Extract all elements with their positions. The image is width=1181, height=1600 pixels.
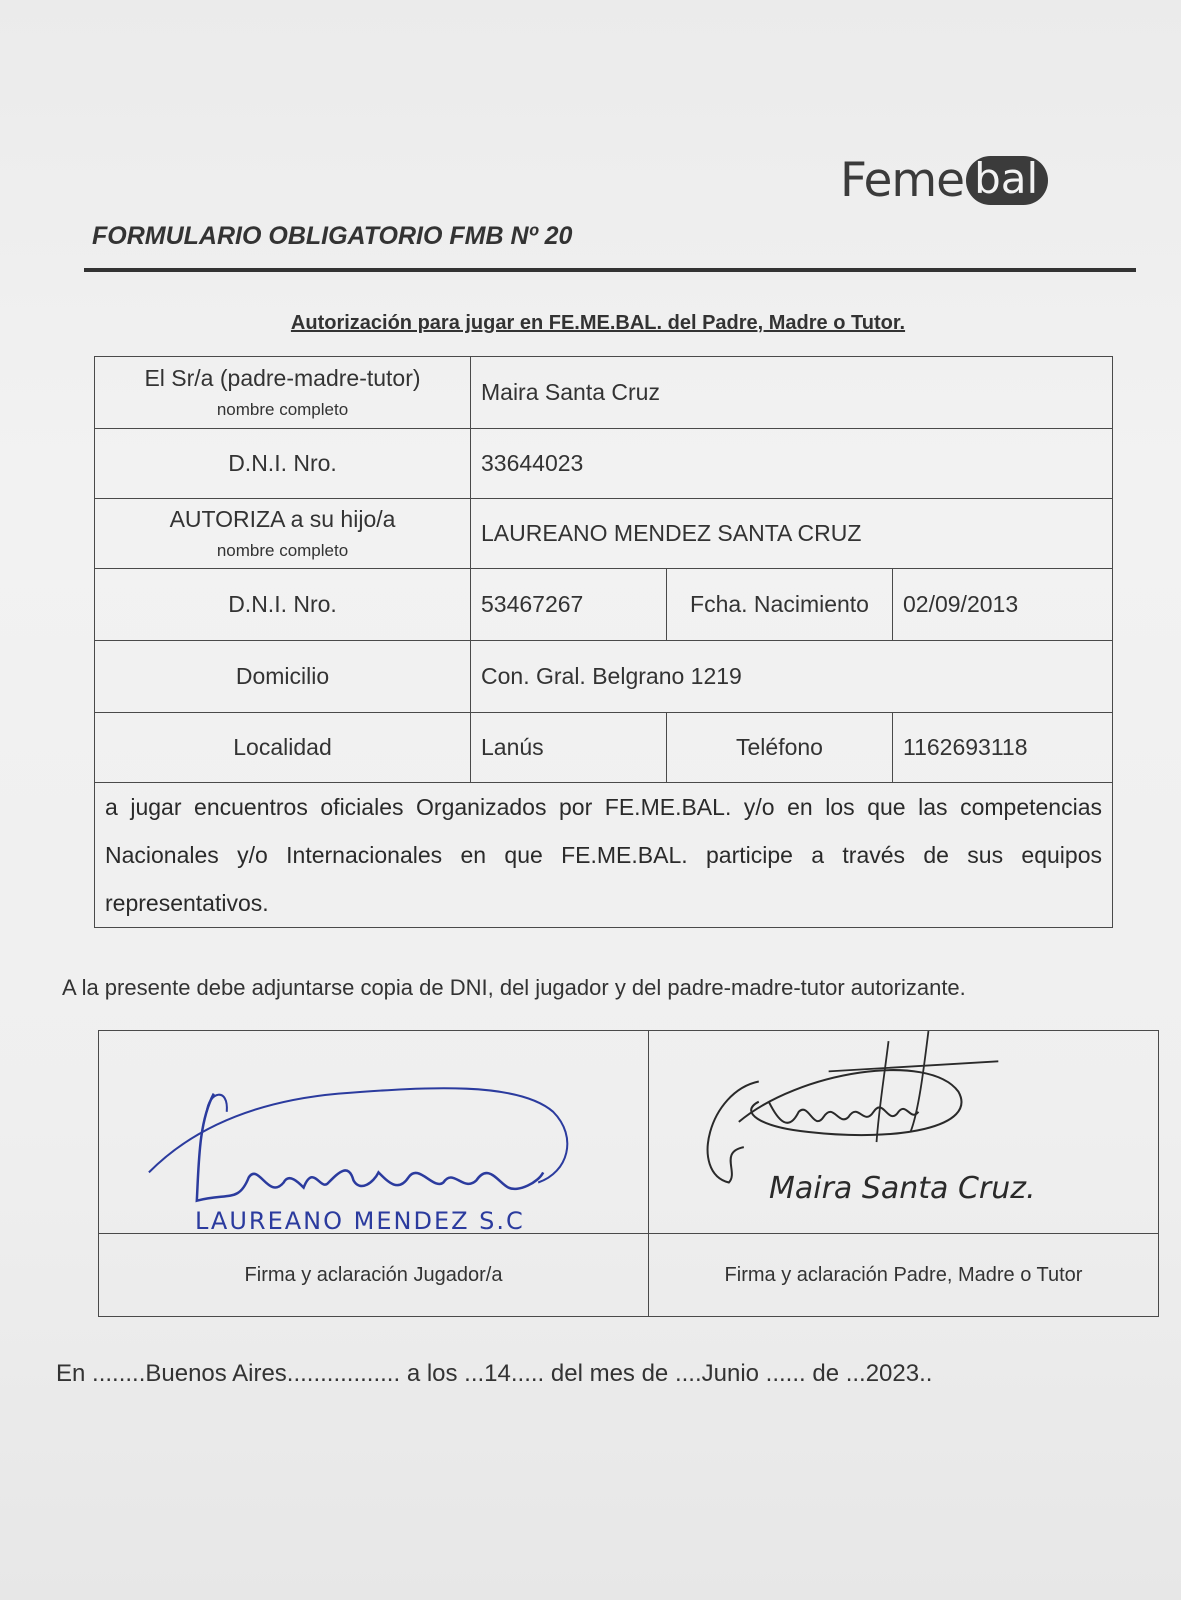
label-parent-dni: D.N.I. Nro. bbox=[95, 429, 471, 499]
table-row bbox=[95, 499, 1113, 569]
player-signature bbox=[99, 1031, 648, 1233]
value-birth-date: 02/09/2013 bbox=[893, 569, 1113, 641]
table-row bbox=[95, 357, 1113, 429]
value-child-name: LAUREANO MENDEZ SANTA CRUZ bbox=[471, 499, 1113, 569]
value-locality: Lanús bbox=[471, 713, 667, 783]
table-row bbox=[95, 713, 1113, 783]
signature-table bbox=[98, 1030, 1159, 1317]
attachment-note: A la presente debe adjuntarse copia de DNI, del jugador y del padre-madre-tutor autorizante. bbox=[62, 975, 966, 1000]
value-parent-name: Maira Santa Cruz bbox=[471, 357, 1113, 429]
label-locality: Localidad bbox=[95, 713, 471, 783]
parent-signature-area bbox=[649, 1031, 1159, 1234]
label-child-name bbox=[95, 499, 471, 569]
table-row bbox=[95, 641, 1113, 713]
authorization-table bbox=[94, 356, 1113, 928]
label-address: Domicilio bbox=[95, 641, 471, 713]
table-row bbox=[95, 783, 1113, 928]
value-parent-dni: 33644023 bbox=[471, 429, 1113, 499]
place-date-line: En ........Buenos Aires................. a los ...14..... del mes de ....Junio ...... de ...2023.. bbox=[56, 1360, 933, 1387]
label-subtext: nombre completo bbox=[216, 400, 349, 419]
label-phone: Teléfono bbox=[667, 713, 893, 783]
table-row bbox=[95, 429, 1113, 499]
table-row bbox=[95, 569, 1113, 641]
value-child-dni: 53467267 bbox=[471, 569, 667, 641]
logo-pill: bal bbox=[966, 156, 1048, 205]
label-text: AUTORIZA a su hijo/a bbox=[169, 506, 396, 532]
value-phone: 1162693118 bbox=[893, 713, 1113, 783]
player-signature-area bbox=[99, 1031, 649, 1234]
authorization-paragraph: a jugar encuentros oficiales Organizados por FE.ME.BAL. y/o en los que las competencias Nacionales y/o Internacionales en que FE.ME.BAL. participe a través de sus equipos representativos. bbox=[95, 783, 1113, 928]
logo-text: Feme bbox=[840, 152, 965, 208]
femebal-logo bbox=[840, 150, 1048, 210]
player-handwritten-name: LAUREANO MENDEZ S.C bbox=[195, 1207, 525, 1235]
label-text: El Sr/a (padre-madre-tutor) bbox=[144, 365, 421, 391]
form-title: FORMULARIO OBLIGATORIO FMB Nº 20 bbox=[92, 222, 573, 250]
value-address: Con. Gral. Belgrano 1219 bbox=[471, 641, 1113, 713]
label-parent-name bbox=[95, 357, 471, 429]
parent-signature-caption: Firma y aclaración Padre, Madre o Tutor bbox=[649, 1234, 1159, 1317]
form-subtitle: Autorización para jugar en FE.ME.BAL. del Padre, Madre o Tutor. bbox=[290, 312, 906, 334]
player-signature-caption: Firma y aclaración Jugador/a bbox=[99, 1234, 649, 1317]
parent-handwritten-name: Maira Santa Cruz. bbox=[769, 1171, 1036, 1206]
label-subtext: nombre completo bbox=[216, 541, 349, 560]
label-birth-date: Fcha. Nacimiento bbox=[667, 569, 893, 641]
label-child-dni: D.N.I. Nro. bbox=[95, 569, 471, 641]
title-rule bbox=[84, 268, 1136, 272]
